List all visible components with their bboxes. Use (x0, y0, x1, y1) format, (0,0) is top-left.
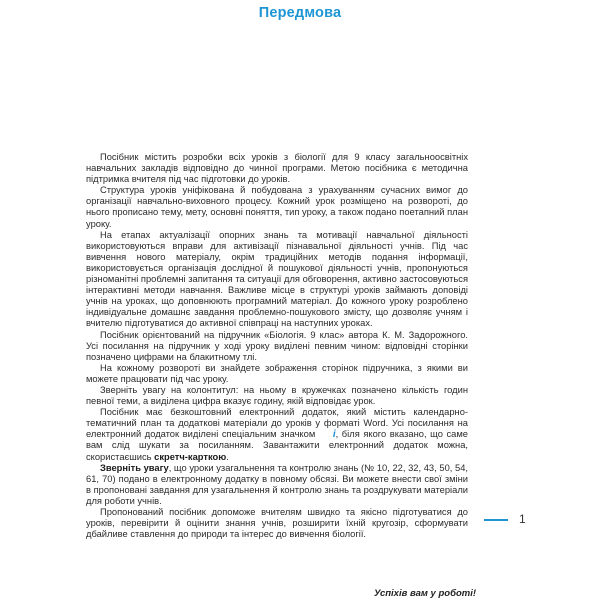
paragraph-methods: На етапах актуалізації опорних знань та мотивації навчальної діяльності використовуються вправи для активізації пізнавальної діяльності учнів. Під час вивчення нового матеріалу, окрім традиційних методів подання інформації, використовується організація дослідної й пошукової діяльності учнів, пропонуються різноманітні проблемні запитання та ситуації для обговорення, активно застосовуються інтерактивні методи навчання. Важливе місце в структурі уроків займають доповіді учнів на уроках, що доповнюють програмний матеріал. До кожного уроку розроблено індивідуальне домашнє завдання проблемно-пошукового змісту, що дозволяє учням і вчителю підготуватися до активної співпраці на наступних уроках. (86, 229, 468, 329)
paragraph-purpose: Посібник містить розробки всіх уроків з біології для 9 класу загальноосвітніх навчальних закладів відповідно до чинної програми. Метою посібника є методична підтримка вчителя під час підготовки до уроків. (86, 152, 468, 185)
electronic-text-3: . (226, 451, 229, 462)
page-number: 1 (519, 512, 526, 526)
electronic-text-1: Посібник має безкоштовний електронний додаток, який містить календарно-тематичний план та додаткові матеріали до уроків у форматі Word. Усі посилання на електронний додаток виділені спеціальним значком (86, 407, 468, 440)
page-number-dash (484, 519, 508, 521)
paragraph-attention (86, 463, 468, 507)
paragraph-spreads: На кожному розвороті ви знайдете зображення сторінок підручника, з якими ви можете працювати під час уроку. (86, 362, 468, 384)
electronic-text-2: , біля якого вказано, що саме вам слід шукати за посиланням. Завантажити електронний додаток можна, скористаєшись (86, 429, 468, 462)
paragraph-electronic-supplement (86, 407, 468, 462)
paragraph-textbook: Посібник орієнтований на підручник «Біологія. 9 клас» автора К. М. Задорожного. Усі посилання на підручник у ході уроку виділені певним чином: відповідні сторінки позначено цифрами на блакитному тлі. (86, 329, 468, 362)
paragraph-final: Пропонований посібник допоможе вчителям швидко та якісно підготуватися до уроків, перевірити й оцінити знання учнів, розширити їхній кругозір, сформувати дбайливе ставлення до природи та інтерес до вивчення біології. (86, 507, 468, 540)
paragraph-structure: Структура уроків уніфікована й побудована з урахуванням сучасних вимог до організації навчально-виховного процесу. Кожний урок розміщено на розвороті, до нього прописано тему, мету, основні поняття, тип уроку, а також подано поетапний план уроку. (86, 185, 468, 229)
preface-body (86, 152, 468, 540)
page-title: Передмова (258, 5, 342, 21)
scratch-card-term: скретч-карткою (154, 451, 227, 462)
closing-wish: Успіхів вам у роботі! (373, 588, 476, 599)
paragraph-header-note: Зверніть увагу на колонтитул: на ньому в кружечках позначено кількість годин певної теми, а виділена цифра вказує годину, якій відповідає урок. (86, 384, 468, 407)
attention-text: , що уроки узагальнення та контролю знань (№ 10, 22, 32, 43, 50, 54, 61, 70) подано в електронному додатку в повному обсязі. Ви можете внести свої зміни в пропоновані завдання для узагальнення й контролю знань та роздрукувати матеріали для роботи учнів. (86, 462, 468, 506)
attention-label: Зверніть увагу (100, 462, 169, 473)
electronic-supplement-icon: i (332, 429, 336, 441)
